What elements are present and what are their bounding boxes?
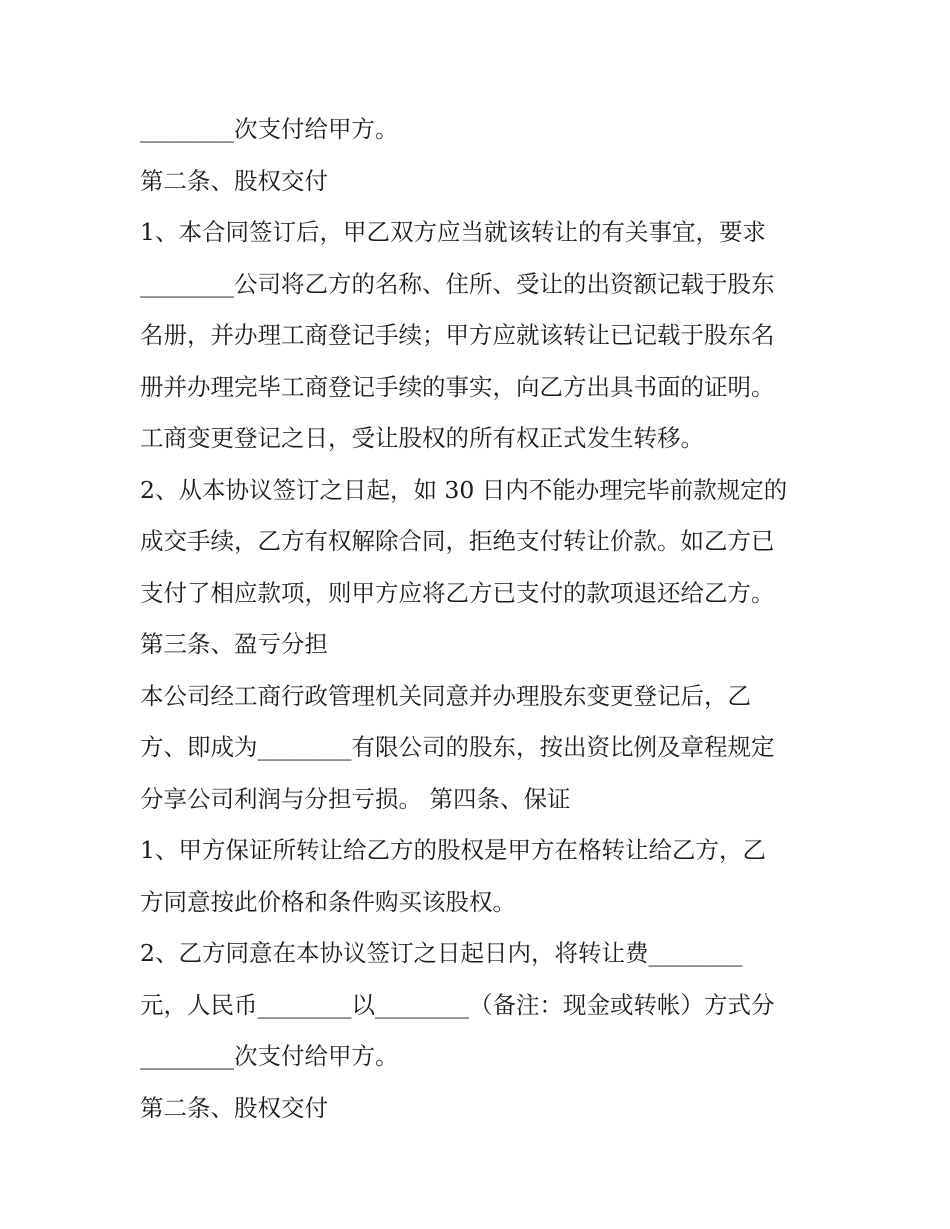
text-line: ________次支付给甲方。	[140, 1042, 399, 1070]
text-line: ________次支付给甲方。	[140, 115, 399, 143]
text-line: 方、即成为________有限公司的股东，按出资比例及章程规定	[140, 733, 775, 761]
text-line: 成交手续，乙方有权解除合同，拒绝支付转让价款。如乙方已	[140, 527, 775, 555]
text-line: 本公司经工商行政管理机关同意并办理股东变更登记后，乙	[140, 681, 751, 710]
text-line: 名册，并办理工商登记手续；甲方应就该转让已记载于股东名	[140, 321, 775, 349]
text-line: 元，人民币________以________（备注：现金或转帐）方式分	[140, 990, 775, 1019]
text-line: 分享公司利润与分担亏损。 第四条、保证	[140, 784, 571, 813]
text-line: 2、乙方同意在本协议签订之日起日内，将转让费________	[140, 939, 743, 967]
text-line: 2、从本协议签订之日起，如 30 日内不能办理完毕前款规定的	[140, 475, 788, 504]
section-heading: 第二条、股权交付	[140, 166, 328, 195]
text-line: 1、本合同签订后，甲乙双方应当就该转让的有关事宜，要求	[140, 218, 766, 246]
contract-text	[140, 104, 830, 1134]
text-line: 册并办理完毕工商登记手续的事实，向乙方出具书面的证明。	[140, 372, 775, 401]
text-line: 1、甲方保证所转让给乙方的股权是甲方在格转让给乙方，乙	[140, 836, 766, 864]
section-heading: 第三条、盈亏分担	[140, 630, 328, 658]
section-heading: 第二条、股权交付	[140, 1093, 328, 1122]
text-line: 方同意按此价格和条件购买该股权。	[140, 887, 516, 916]
text-line: 支付了相应款项，则甲方应将乙方已支付的款项退还给乙方。	[140, 578, 775, 607]
text-line: 工商变更登记之日，受让股权的所有权正式发生转移。	[140, 424, 704, 452]
text-line: ________公司将乙方的名称、住所、受让的出资额记载于股东	[140, 269, 775, 298]
